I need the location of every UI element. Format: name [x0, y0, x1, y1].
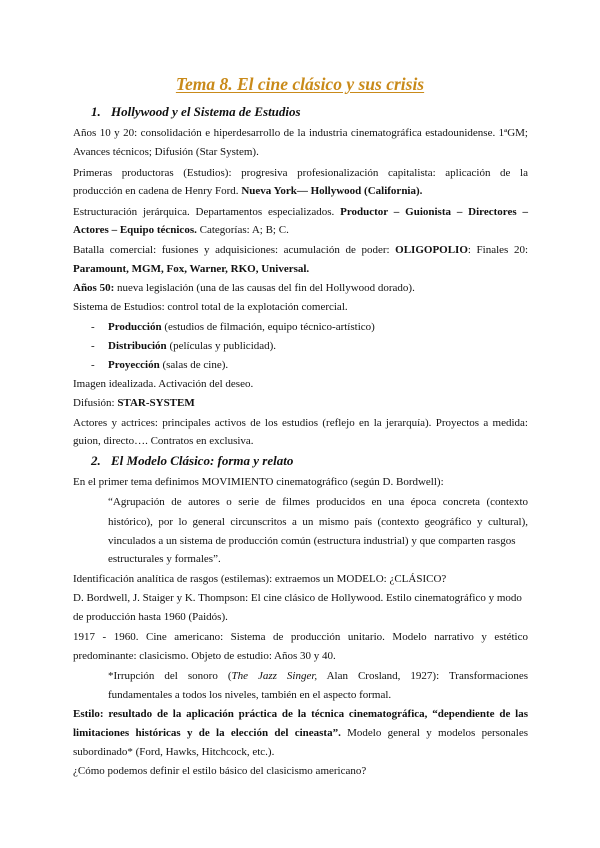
paragraph-line: Actores y actrices: principales activos de los estudios (reflejo en la jerarquía). Proyectos a medida: — [73, 417, 528, 429]
bold-text: Nueva York— Hollywood (California). — [241, 185, 423, 197]
paragraph-line: fundamentales a todos los niveles, también en el aspecto formal. — [108, 689, 392, 701]
text-span: : Finales 20: — [467, 244, 528, 256]
paragraph-line: Primeras productoras (Estudios): progresiva profesionalización capitalista: aplicación de la — [73, 167, 528, 179]
bullet-dash: - — [91, 321, 95, 333]
list-item — [91, 358, 546, 372]
text-span: Modelo general y modelos personales — [340, 727, 528, 739]
paragraph-line: D. Bordwell, J. Staiger y K. Thompson: El cine clásico de Hollywood. Estilo cinematográfico y modo — [73, 592, 522, 604]
bold-text: OLIGOPOLIO — [395, 244, 468, 256]
paragraph-line — [73, 205, 528, 219]
bold-text: Distribución — [108, 340, 167, 352]
paragraph-line — [73, 184, 528, 198]
text-span: (estudios de filmación, equipo técnico-artístico) — [161, 321, 375, 333]
paragraph-line: 1917 - 1960. Cine americano: Sistema de producción unitario. Modelo narrativo y estético — [73, 631, 528, 643]
bold-text: Proyección — [108, 359, 160, 371]
bold-text: Productor – Guionista – Directores – — [340, 206, 528, 218]
text-span: Batalla comercial: fusiones y adquisiciones: acumulación de poder: — [73, 244, 396, 256]
section-number: 2. — [91, 453, 101, 468]
bold-text: Estilo: resultado de la aplicación práctica de la técnica cinematográfica, “dependiente de las — [73, 708, 528, 720]
text-span: Categorías: A; B; C. — [196, 224, 289, 236]
section-title: Hollywood y el Sistema de Estudios — [111, 104, 301, 119]
text-span: Difusión: — [73, 397, 118, 409]
list-item — [91, 320, 546, 334]
text-span: producción en cadena de Henry Ford. — [73, 185, 242, 197]
paragraph-line: Sistema de Estudios: control total de la explotación comercial. — [73, 301, 348, 313]
paragraph-line — [73, 223, 528, 237]
paragraph-line — [73, 726, 528, 740]
paragraph-line — [73, 243, 528, 257]
paragraph-line — [108, 669, 528, 683]
paragraph-line: ¿Cómo podemos definir el estilo básico del clasicismo americano? — [73, 765, 367, 777]
bold-text: Paramount, MGM, Fox, Warner, RKO, Universal. — [73, 263, 310, 275]
paragraph-line — [73, 396, 528, 410]
paragraph-line: guion, directo…. Contratos en exclusiva. — [73, 435, 254, 447]
bold-text: Años 50: — [73, 282, 115, 294]
text-span: *Irrupción del sonoro ( — [108, 670, 232, 682]
section-title: El Modelo Clásico: forma y relato — [111, 453, 294, 468]
bold-text: limitaciones históricas y de la elección del cineasta”. — [73, 727, 341, 739]
paragraph-line: Identificación analítica de rasgos (estilemas): extraemos un MODELO: ¿CLÁSICO? — [73, 573, 447, 585]
paragraph-line — [73, 707, 528, 721]
text-span: nueva legislación (una de las causas del fin del Hollywood dorado). — [114, 282, 415, 294]
paragraph-line: predominante: clasicismo. Objeto de estudio: Años 30 y 40. — [73, 650, 336, 662]
paragraph-line — [73, 281, 528, 295]
text-span: Estructuración jerárquica. Departamentos especializados. — [73, 206, 341, 218]
bullet-dash: - — [91, 340, 95, 352]
paragraph-line: Años 10 y 20: consolidación e hiperdesarrollo de la industria cinematográfica estadounidense. 1ªGM; — [73, 127, 528, 139]
bold-text: Actores – Equipo técnicos. — [73, 224, 197, 236]
bold-text: Producción — [108, 321, 162, 333]
paragraph-line: de producción hasta 1960 (Paidós). — [73, 611, 228, 623]
text-span: (películas y publicidad). — [166, 340, 277, 352]
page-title: Tema 8. El cine clásico y sus crisis — [175, 74, 425, 94]
quote-line: histórico), por lo general circunscritos a un mismo país (contexto geográfico y cultural), — [108, 516, 528, 528]
paragraph-line: subordinado* (Ford, Hawks, Hitchcock, etc.). — [73, 746, 275, 758]
paragraph-line — [73, 262, 528, 276]
italic-text: The Jazz Singer, — [231, 670, 318, 682]
bullet-dash: - — [91, 359, 95, 371]
list-item — [91, 339, 546, 353]
text-span: (salas de cine). — [159, 359, 229, 371]
paragraph-line: Avances técnicos; Difusión (Star System). — [73, 146, 259, 158]
quote-line: vinculados a un sistema de producción común (estructura industrial) y que comparten rasgos — [108, 535, 516, 547]
quote-line: “Agrupación de autores o serie de filmes producidos en una época concreta (contexto — [108, 496, 528, 508]
bold-text: STAR-SYSTEM — [117, 397, 195, 409]
section-number: 1. — [91, 104, 101, 119]
paragraph-line: En el primer tema definimos MOVIMIENTO cinematográfico (según D. Bordwell): — [73, 476, 444, 488]
quote-line: estructurales y formales”. — [108, 553, 221, 565]
paragraph-line: Imagen idealizada. Activación del deseo. — [73, 378, 254, 390]
text-span: Alan Crosland, 1927): Transformaciones — [317, 670, 528, 682]
section-heading-1 — [91, 104, 301, 120]
section-heading-2 — [91, 453, 293, 469]
